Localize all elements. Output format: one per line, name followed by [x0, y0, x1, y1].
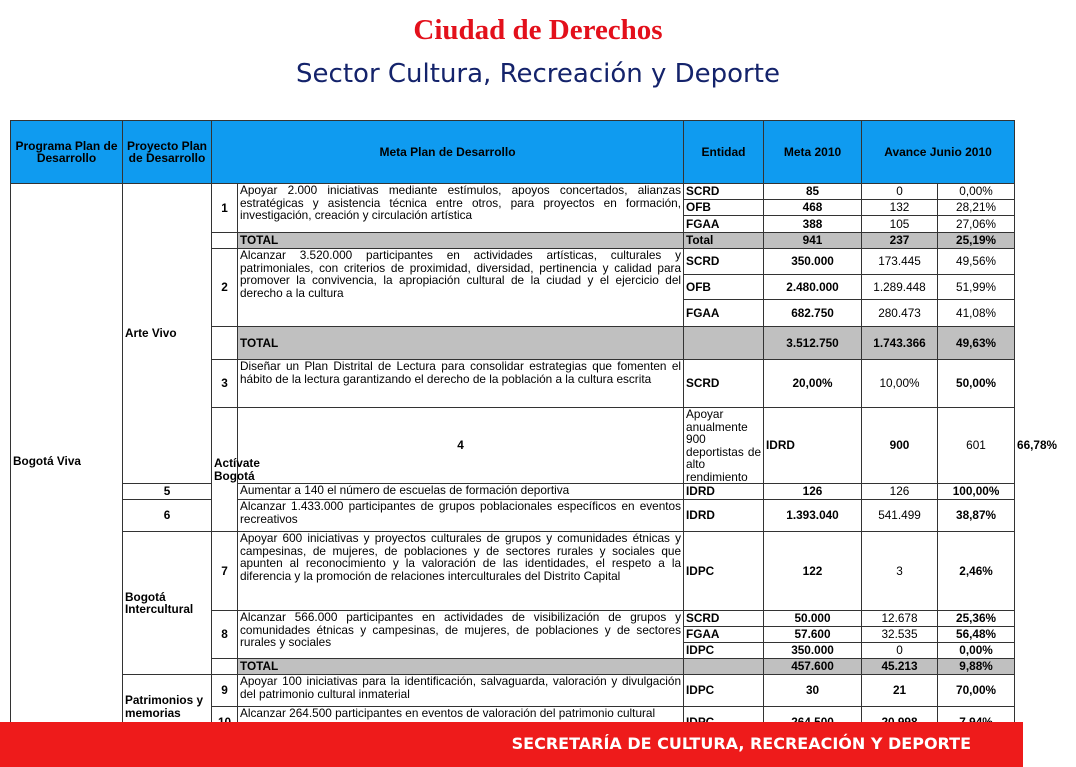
avance-value: 280.473	[862, 300, 938, 327]
footer-bar	[0, 722, 1023, 767]
meta-value: 900	[862, 408, 938, 484]
total-pct: 49,63%	[938, 327, 1015, 360]
meta-number: 5	[123, 484, 212, 500]
entity-cell: FGAA	[684, 300, 764, 327]
proyecto-arte-vivo: Arte Vivo	[123, 184, 212, 484]
proyecto-patrimonios: Patrimonios y memorias	[123, 675, 212, 739]
total-avance: 1.743.366	[862, 327, 938, 360]
total-entity: Total	[684, 233, 764, 249]
avance-value: 0	[862, 643, 938, 659]
blank-entity	[684, 659, 764, 675]
meta-number: 7	[212, 532, 238, 611]
meta-description: Apoyar anualmente 900 deportistas de alto rendimiento	[684, 408, 764, 484]
header-meta-plan: Meta Plan de Desarrollo	[212, 121, 684, 184]
meta-value: 350.000	[764, 643, 862, 659]
meta-number: 3	[212, 360, 238, 408]
avance-value: 12.678	[862, 611, 938, 627]
total-meta: 457.600	[764, 659, 862, 675]
meta-description: Alcanzar 1.433.000 participantes de grupos poblacionales específicos en eventos recreativos	[238, 500, 684, 532]
avance-pct: 38,87%	[938, 500, 1015, 532]
footer-text: SECRETARÍA DE CULTURA, RECREACIÓN Y DEPORTE	[511, 734, 971, 753]
avance-value: 10,00%	[862, 360, 938, 408]
entity-cell: IDPC	[684, 532, 764, 611]
entity-cell: SCRD	[684, 611, 764, 627]
meta-description: Alcanzar 566.000 participantes en actividades de visibilización de grupos y comunidades étnicas y campesinas, de mujeres, de poblaciones y de sectores rurales y sociales	[238, 611, 684, 659]
avance-pct: 70,00%	[938, 675, 1015, 707]
page-subtitle: Sector Cultura, Recreación y Deporte	[296, 59, 780, 89]
avance-pct: 28,21%	[938, 200, 1015, 216]
avance-value: 21	[862, 675, 938, 707]
entity-cell: SCRD	[684, 249, 764, 275]
avance-pct: 56,48%	[938, 627, 1015, 643]
avance-value: 601	[938, 408, 1015, 484]
header-meta2010: Meta 2010	[764, 121, 862, 184]
blank-cell	[212, 659, 238, 675]
meta-description: Aumentar a 140 el número de escuelas de formación deportiva	[238, 484, 684, 500]
table-row	[11, 484, 1015, 500]
table-row: Actívate Bogotá 4 Apoyar anualmente 900 deportistas de alto rendimiento IDRD 900 601 66,78%	[11, 408, 1015, 484]
total-label: TOTAL	[238, 327, 684, 360]
table-row	[11, 184, 1015, 200]
total-label: TOTAL	[238, 659, 684, 675]
header-entidad: Entidad	[684, 121, 764, 184]
table-row	[11, 675, 1015, 707]
total-label: TOTAL	[238, 233, 684, 249]
total-avance: 237	[862, 233, 938, 249]
avance-value: 132	[862, 200, 938, 216]
avance-pct: 51,99%	[938, 275, 1015, 300]
header-proyecto: Proyecto Plan de Desarrollo	[123, 121, 212, 184]
entity-cell: OFB	[684, 275, 764, 300]
meta-number: 6	[123, 500, 212, 532]
entity-cell: IDRD	[684, 500, 764, 532]
meta-value: 682.750	[764, 300, 862, 327]
meta-value: 50.000	[764, 611, 862, 627]
avance-pct: 100,00%	[938, 484, 1015, 500]
meta-value: 30	[764, 675, 862, 707]
avance-value: 126	[862, 484, 938, 500]
meta-value: 85	[764, 184, 862, 200]
entity-cell: OFB	[684, 200, 764, 216]
meta-number: 1	[212, 184, 238, 233]
avance-pct: 41,08%	[938, 300, 1015, 327]
avance-pct: 0,00%	[938, 184, 1015, 200]
blank-entity	[684, 327, 764, 360]
meta-description: Apoyar 600 iniciativas y proyectos culturales de grupos y comunidades étnicas y campesinas, de mujeres, de poblaciones y de sectores rurales y sociales que apunten al reconocimiento y la valoración de las identidades, el respeto a la diferencia y la promoción de relaciones interculturales del Distrito Capital	[238, 532, 684, 611]
avance-pct: 27,06%	[938, 216, 1015, 233]
entity-cell: FGAA	[684, 627, 764, 643]
avance-pct: 49,56%	[938, 249, 1015, 275]
meta-number: 4	[238, 408, 684, 484]
meta-description: Apoyar 100 iniciativas para la identificación, salvaguarda, valoración y divulgación del patrimonio cultural inmaterial	[238, 675, 684, 707]
avance-value: 173.445	[862, 249, 938, 275]
avance-value: 1.289.448	[862, 275, 938, 300]
blank-cell	[212, 327, 238, 360]
avance-pct: 50,00%	[938, 360, 1015, 408]
avance-value: 0	[862, 184, 938, 200]
entity-cell: SCRD	[684, 184, 764, 200]
meta-value: 388	[764, 216, 862, 233]
meta-number: 9	[212, 675, 238, 707]
header-programa: Programa Plan de Desarrollo	[11, 121, 123, 184]
entity-cell: IDRD	[764, 408, 862, 484]
meta-value: 2.480.000	[764, 275, 862, 300]
total-avance: 45.213	[862, 659, 938, 675]
avance-value: 3	[862, 532, 938, 611]
meta-value: 468	[764, 200, 862, 216]
table-row	[11, 500, 1015, 532]
meta-number: 2	[212, 249, 238, 327]
page-title: Ciudad de Derechos	[413, 14, 663, 46]
goals-table	[10, 120, 1058, 739]
entity-cell: IDPC	[684, 643, 764, 659]
avance-value: 105	[862, 216, 938, 233]
avance-value: 541.499	[862, 500, 938, 532]
blank-cell	[212, 233, 238, 249]
meta-description: Alcanzar 264.500 participantes en eventos de valoración del patrimonio cultural	[238, 707, 684, 739]
avance-pct: 0,00%	[938, 643, 1015, 659]
entity-cell: SCRD	[684, 360, 764, 408]
total-pct: 25,19%	[938, 233, 1015, 249]
meta-value: 122	[764, 532, 862, 611]
proyecto-activate: Actívate Bogotá	[212, 408, 238, 532]
total-meta: 941	[764, 233, 862, 249]
meta-value: 20,00%	[764, 360, 862, 408]
meta-value: 57.600	[764, 627, 862, 643]
programa-cell: Bogotá Viva	[11, 184, 123, 739]
total-pct: 9,88%	[938, 659, 1015, 675]
avance-pct: 25,36%	[938, 611, 1015, 627]
entity-cell: IDRD	[684, 484, 764, 500]
total-meta: 3.512.750	[764, 327, 862, 360]
table-header-row	[11, 121, 1015, 184]
meta-description: Diseñar un Plan Distrital de Lectura para consolidar estrategias que fomenten el hábito de la lectura garantizando el derecho de la población a la cultura escrita	[238, 360, 684, 408]
avance-pct: 2,46%	[938, 532, 1015, 611]
meta-value: 126	[764, 484, 862, 500]
header-avance: Avance Junio 2010	[862, 121, 1015, 184]
entity-cell: IDPC	[684, 675, 764, 707]
avance-value: 32.535	[862, 627, 938, 643]
meta-value: 1.393.040	[764, 500, 862, 532]
meta-value: 350.000	[764, 249, 862, 275]
table-row	[11, 532, 1015, 611]
entity-cell: FGAA	[684, 216, 764, 233]
meta-number: 8	[212, 611, 238, 659]
meta-description: Apoyar 2.000 iniciativas mediante estímulos, apoyos concertados, alianzas estratégicas y asistencia técnica entre otros, para proyectos en formación, investigación, creación y circulación artística	[238, 184, 684, 233]
proyecto-intercultural: Bogotá Intercultural	[123, 532, 212, 675]
meta-description: Alcanzar 3.520.000 participantes en actividades artísticas, culturales y patrimoniales, con criterios de proximidad, diversidad, pertinencia y calidad para promover la convivencia, la apropiación cultural de la ciudad y el ejercicio del derecho a la cultura	[238, 249, 684, 327]
